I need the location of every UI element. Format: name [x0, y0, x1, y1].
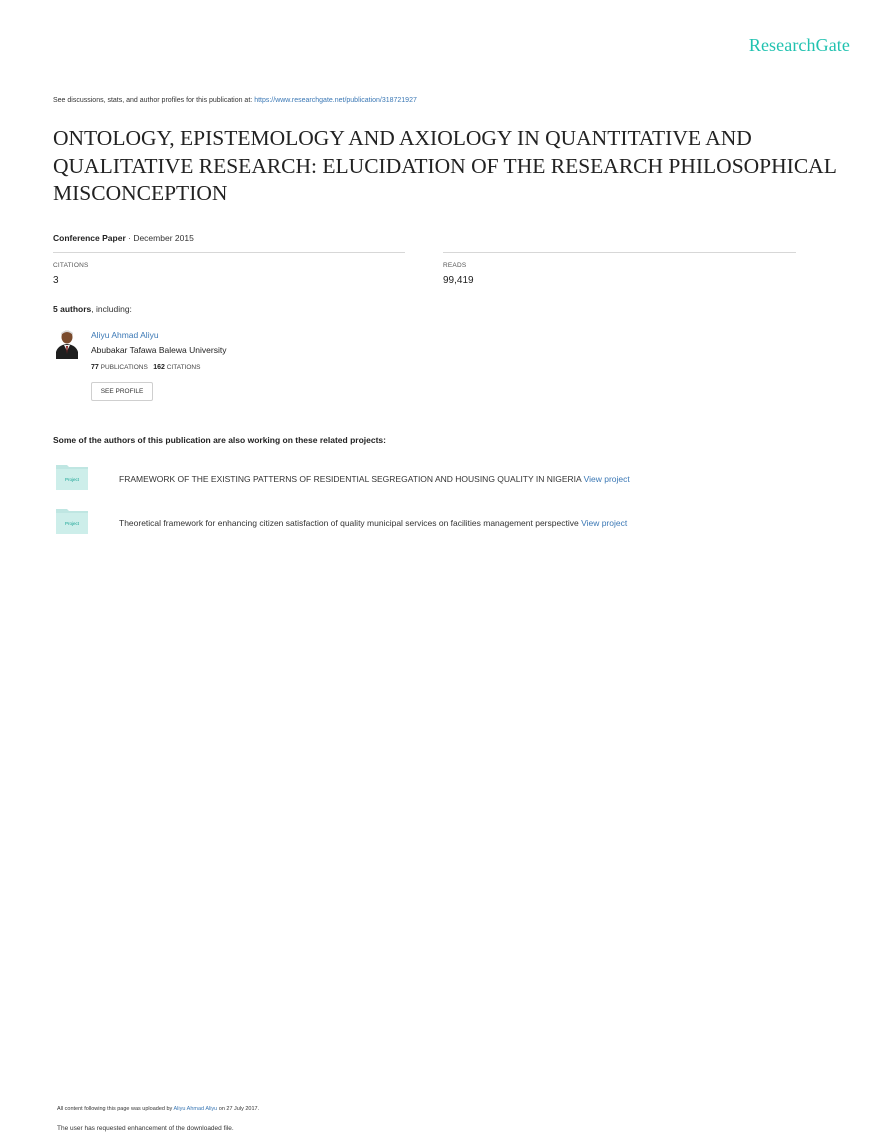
publication-url-link[interactable]: https://www.researchgate.net/publication/318721927: [254, 97, 417, 104]
publication-type: Conference Paper: [53, 233, 126, 243]
citations-label: CITATIONS: [53, 262, 89, 269]
related-projects-heading: Some of the authors of this publication are also working on these related projects:: [53, 435, 386, 445]
uploader-link[interactable]: Aliyu Ahmad Aliyu: [173, 1106, 218, 1112]
author-avatar[interactable]: [55, 329, 79, 359]
project-icon-label: Project: [64, 477, 79, 482]
author-name-link[interactable]: Aliyu Ahmad Aliyu: [91, 330, 159, 340]
view-project-link[interactable]: View project: [583, 474, 630, 484]
project-item: [119, 474, 630, 484]
authors-suffix: , including:: [91, 304, 132, 314]
project-icon-label: Project: [64, 521, 79, 526]
author-citations-count: 162: [153, 364, 165, 371]
project-folder-icon: [55, 507, 89, 535]
enhancement-notice: The user has requested enhancement of the downloaded file.: [57, 1125, 234, 1132]
project-title: FRAMEWORK OF THE EXISTING PATTERNS OF RESIDENTIAL SEGREGATION AND HOUSING QUALITY IN NIGERIA: [119, 474, 582, 484]
reads-label: READS: [443, 262, 467, 269]
upload-suffix: on 27 July 2017.: [218, 1106, 260, 1112]
discussion-line: [53, 97, 417, 104]
citations-value: 3: [53, 275, 59, 286]
author-publications-count: 77: [91, 364, 99, 371]
author-stats: [91, 364, 200, 371]
upload-notice: [57, 1106, 259, 1112]
author-citations-label: CITATIONS: [166, 364, 201, 371]
project-item: [119, 518, 627, 528]
researchgate-logo[interactable]: ResearchGate: [748, 35, 850, 55]
view-project-link[interactable]: View project: [581, 518, 628, 528]
author-institution: Abubakar Tafawa Balewa University: [91, 345, 227, 355]
divider-left: [53, 252, 405, 253]
publication-title: ONTOLOGY, EPISTEMOLOGY AND AXIOLOGY IN QUANTITATIVE AND QUALITATIVE RESEARCH: ELUCIDATION OF THE RESEARCH PHILOSOPHICAL MISCONCEPTION: [53, 126, 837, 205]
authors-count: 5 authors: [53, 304, 92, 314]
project-folder-icon: [55, 463, 89, 491]
upload-prefix: All content following this page was uploaded by: [57, 1106, 173, 1112]
project-title: Theoretical framework for enhancing citizen satisfaction of quality municipal services on facilities management perspective: [119, 518, 579, 528]
publication-meta: [53, 233, 194, 243]
see-profile-button[interactable]: SEE PROFILE: [91, 382, 153, 401]
discussion-text: See discussions, stats, and author profiles for this publication at:: [53, 97, 253, 104]
reads-value: 99,419: [443, 275, 474, 286]
authors-line: [53, 304, 132, 314]
author-publications-label: PUBLICATIONS: [100, 364, 148, 371]
publication-date: · December 2015: [128, 233, 194, 243]
divider-right: [443, 252, 796, 253]
